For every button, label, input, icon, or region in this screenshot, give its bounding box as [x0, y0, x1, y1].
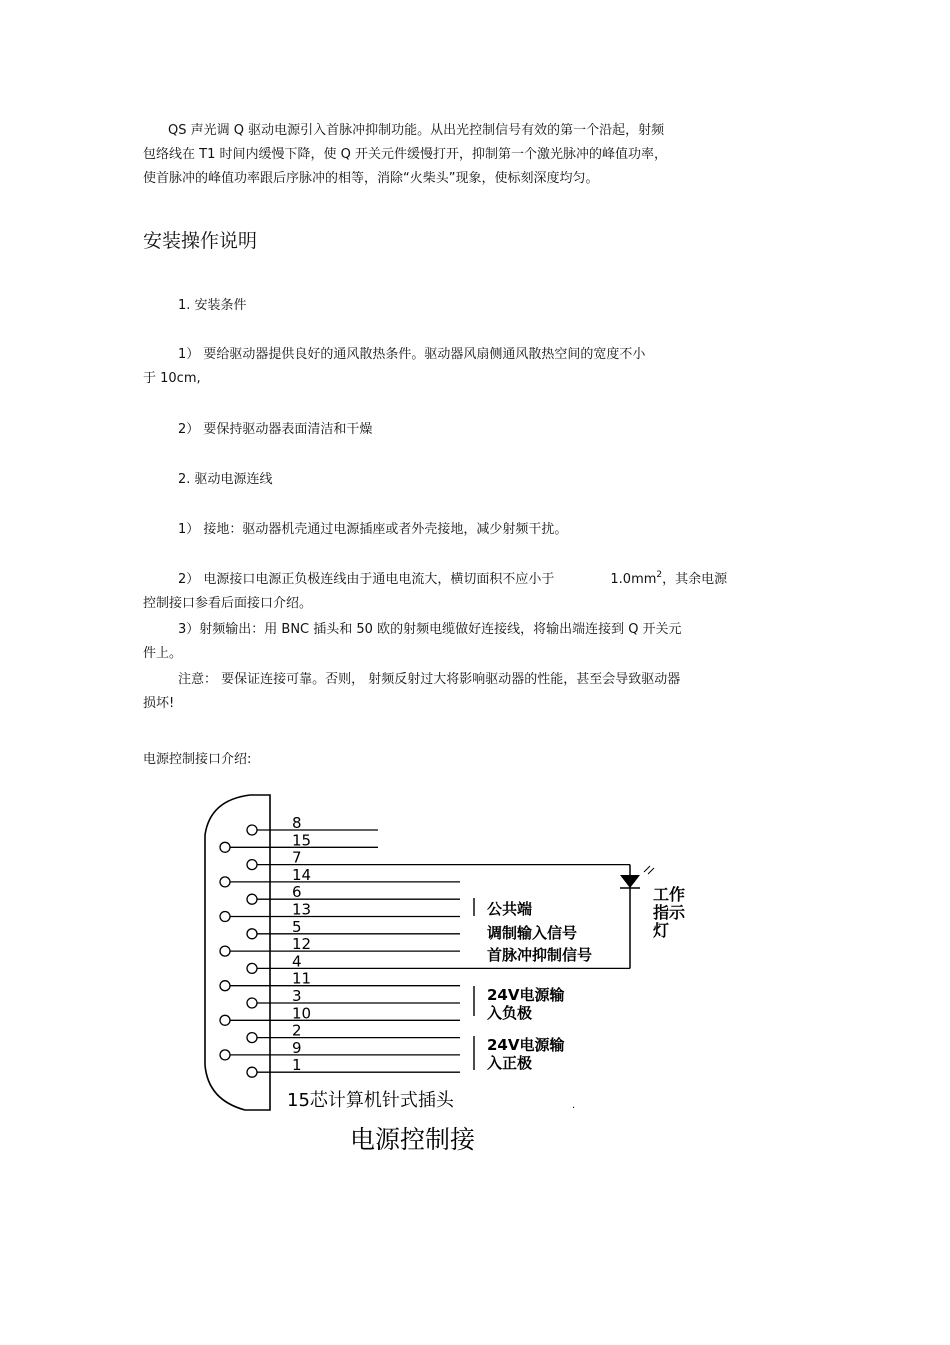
s2-item2-line2: 控制接口参看后面接口介绍。: [143, 596, 313, 611]
pin-4-number: 4: [292, 952, 302, 971]
label-led-2: 指示: [653, 903, 686, 922]
intro-line-1: QS 声光调 Q 驱动电源引入首脉冲抑制功能。从出光控制信号有效的第一个沿起，射频: [168, 123, 665, 138]
label-24v-neg-2: 入负极: [487, 1004, 533, 1022]
s2-item2-line1: [178, 571, 727, 590]
diagram-caption: 电源控制接: [350, 1125, 476, 1154]
s2-item2-superscript: 2: [656, 570, 663, 580]
label-first-pulse: 首脉冲抑制信号: [487, 946, 593, 964]
pin-9-contact: [220, 1050, 230, 1060]
pin-14-contact: [220, 877, 230, 887]
pin-7-number: 7: [292, 848, 302, 867]
s2-heading: 2. 驱动电源连线: [178, 472, 273, 487]
s1-item1-line1: 1） 要给驱动器提供良好的通风散热条件。驱动器风扇侧通风散热空间的宽度不小: [178, 347, 646, 362]
pin-7-contact: [247, 860, 257, 870]
s2-note-line1: 注意： 要保证连接可靠。否则， 射频反射过大将影响驱动器的性能，甚至会导致驱动器: [178, 672, 681, 687]
pin-3-contact: [247, 998, 257, 1008]
pin-2-number: 2: [292, 1021, 302, 1040]
s2-note-line2: 损坏!: [143, 696, 175, 711]
s2-item3-line2: 件上。: [143, 646, 183, 661]
power-connector-diagram: [190, 790, 710, 1170]
pin-13-contact: [220, 912, 230, 922]
s1-item1-line2: 于 10cm,: [143, 371, 201, 386]
pin-3-number: 3: [292, 987, 302, 1005]
pin-6-contact: [247, 894, 257, 904]
s1-heading: 1. 安装条件: [178, 298, 247, 313]
section-title: 安装操作说明: [143, 230, 258, 252]
pin-5-number: 5: [292, 917, 302, 936]
connector-shell: [205, 795, 270, 1110]
pin-8-contact: [247, 825, 257, 835]
pin-5-contact: [247, 929, 257, 939]
label-common: 公共端: [487, 900, 533, 918]
pin-15-contact: [220, 842, 230, 852]
s2-item3-line1: 3）射频输出：用 BNC 插头和 50 欧的射频电缆做好连接线，将输出端连接到 Q 开关元: [178, 622, 682, 637]
intro-line-3: 使首脉冲的峰值功率跟后序脉冲的相等，消除“火柴头”现象，使标刻深度均匀。: [143, 171, 599, 186]
pin-10-contact: [220, 1015, 230, 1025]
pin-11-contact: [220, 981, 230, 991]
pin-1-contact: [247, 1067, 257, 1077]
pin-1-number: 1: [292, 1056, 302, 1075]
label-24v-pos-2: 入正极: [487, 1054, 533, 1072]
led-diode-icon: [620, 875, 640, 888]
pin-6-number: 6: [292, 883, 302, 902]
svg-text:.: .: [572, 1100, 576, 1111]
pin-10-number: 10: [292, 1004, 312, 1023]
label-modulation: 调制输入信号: [487, 924, 578, 942]
s2-item2-text-a: 2） 电源接口电源正负极连线由于通电电流大，横切面积不应小于: [178, 572, 555, 587]
pin-12-contact: [220, 946, 230, 956]
s2-item2-text-c: ，其余电源: [662, 572, 728, 587]
interface-intro: 电源控制接口介绍:: [143, 752, 252, 767]
pin-14-number: 14: [292, 865, 312, 884]
pin-9-number: 9: [292, 1038, 302, 1057]
label-led-1: 工作: [653, 885, 686, 904]
pin-4-contact: [247, 963, 257, 973]
pin-11-number: 11: [292, 969, 312, 988]
pin-12-number: 12: [292, 935, 312, 954]
label-led-3: 灯: [653, 921, 670, 940]
s2-item2-value: 1.0mm: [610, 572, 657, 587]
intro-line-2: 包络线在 T1 时间内缓慢下降，使 Q 开关元件缓慢打开，抑制第一个激光脉冲的峰值功率，: [143, 147, 667, 162]
pin-15-number: 15: [292, 831, 312, 850]
pin-8-number: 8: [292, 814, 302, 832]
s2-item1: 1） 接地：驱动器机壳通过电源插座或者外壳接地，减少射频干扰。: [178, 522, 568, 537]
label-24v-neg-1: 24V电源输: [487, 986, 565, 1004]
s1-item2: 2） 要保持驱动器表面清洁和干燥: [178, 422, 373, 437]
label-24v-pos-1: 24V电源输: [487, 1036, 565, 1054]
pin-2-contact: [247, 1033, 257, 1043]
connector-caption: 15芯计算机针式插头: [287, 1090, 454, 1111]
pin-13-number: 13: [292, 900, 312, 919]
